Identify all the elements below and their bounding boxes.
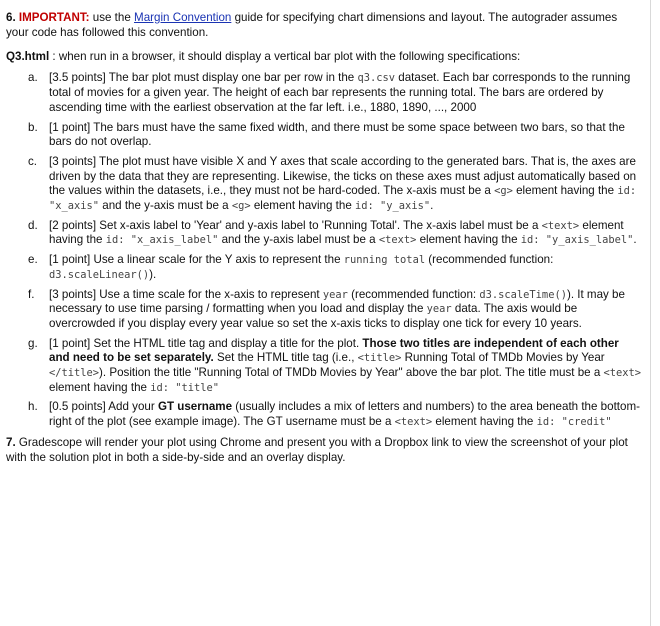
item-text: and the y-axis must be a bbox=[99, 199, 232, 213]
code-snippet: d3.scaleTime() bbox=[479, 288, 567, 301]
q3-label: Q3.html bbox=[6, 49, 50, 63]
list-item-c bbox=[6, 155, 642, 214]
code-snippet: q3.csv bbox=[357, 72, 396, 85]
item-text: Set the HTML title tag (i.e., bbox=[213, 351, 358, 365]
code-snippet: year bbox=[426, 303, 452, 316]
item-marker: g. bbox=[28, 336, 38, 350]
list-item-f bbox=[6, 288, 642, 332]
page-edge-divider bbox=[650, 0, 651, 626]
code-snippet: running total bbox=[343, 254, 426, 267]
item-text: Running Total of TMDb Movies by Year bbox=[401, 351, 605, 365]
item-text: (recommended function: bbox=[347, 287, 480, 301]
item-marker: a. bbox=[28, 71, 38, 85]
code-snippet: <text> bbox=[378, 234, 417, 247]
list-item-d bbox=[6, 219, 642, 248]
important-label: IMPORTANT: bbox=[18, 11, 90, 24]
code-snippet: id: "y_axis" bbox=[355, 200, 431, 213]
code-snippet: <g> bbox=[494, 185, 513, 198]
item-marker: h. bbox=[28, 400, 38, 414]
section-6-paragraph bbox=[6, 11, 642, 41]
item-text: [2 points] Set x-axis label to 'Year' and y-axis label to 'Running Total'. The x-axis label must be a bbox=[49, 218, 542, 232]
item-text: element having the bbox=[432, 415, 537, 429]
margin-convention-link[interactable]: Margin Convention bbox=[134, 11, 232, 24]
bold-text: Those two titles are independent of each other and need to be set separately. bbox=[49, 336, 619, 365]
section-7-number: 7. bbox=[6, 435, 16, 449]
code-snippet: <text> bbox=[394, 416, 433, 429]
code-snippet: <title> bbox=[357, 352, 402, 365]
item-marker: c. bbox=[28, 154, 38, 168]
code-snippet: <g> bbox=[231, 200, 251, 213]
section-7-text: Gradescope will render your plot using Chrome and present you with a Dropbox link to view the screenshot of your plot with the solution plot in both a side-by-side and an overlay display. bbox=[6, 435, 628, 464]
list-item-g bbox=[6, 337, 642, 396]
item-text: [1 point] Set the HTML title tag and display a title for the plot. bbox=[49, 336, 363, 350]
item-text: dataset. Each bar corresponds to the running total of movies for a given year. The height of each bar represents the running total. The bars are ordered by ascending time with the earliest observation at the far left. i.e., 1880, 1890, ..., 2000 bbox=[49, 71, 631, 114]
section-6-text-post: guide for specifying chart dimensions and layout. The autograder assumes your code has followed this convention. bbox=[6, 11, 618, 39]
item-text: ). bbox=[149, 267, 157, 281]
item-text: . bbox=[633, 233, 637, 247]
item-text: [3.5 points] The bar plot must display one bar per row in the bbox=[49, 71, 358, 85]
item-text: ). It may be necessary to use time parsing / formatting when you load and display the bbox=[49, 287, 625, 316]
bold-text: GT username bbox=[157, 400, 233, 414]
item-text: [3 points] Use a time scale for the x-axis to represent bbox=[49, 287, 323, 301]
item-text: data. The axis would be overcrowded if you display every year value so set the x-axis ticks to display one tick for every 10 years. bbox=[49, 302, 582, 330]
item-text: [1 point] Use a linear scale for the Y axis to represent the bbox=[49, 253, 344, 267]
code-snippet: id: "y_axis_label" bbox=[520, 234, 634, 247]
list-item-h bbox=[6, 400, 642, 429]
section-6-text-pre: use the bbox=[89, 11, 135, 24]
item-text: element having the bbox=[49, 218, 624, 247]
item-text: (recommended function: bbox=[425, 253, 554, 267]
item-text: [3 points] The plot must have visible X and Y axes that scale according to the generated bars. That is, the axes are driven by the data that they are representing. Likewise, the ticks on these axes must adjust automatically based on the values within the datasets, i.e., they must not be hard-coded. The x-axis must be a bbox=[49, 154, 637, 198]
list-item-b bbox=[6, 121, 642, 150]
list-item-e bbox=[6, 253, 642, 282]
item-text: element having the bbox=[512, 184, 618, 198]
code-snippet: <text> bbox=[603, 367, 642, 380]
code-snippet: d3.scaleLinear() bbox=[49, 268, 150, 281]
item-text: ). Position the title "Running Total of TMDb Movies by Year" above the bar plot. The title must be a bbox=[99, 366, 604, 380]
code-snippet: </title> bbox=[49, 367, 100, 380]
item-text: (usually includes a mix of letters and numbers) to the area beneath the bottom-right of the plot (see example image). The GT username must be a bbox=[49, 400, 640, 429]
code-snippet: id: "credit" bbox=[536, 416, 612, 429]
item-marker: b. bbox=[28, 120, 38, 134]
section-7-paragraph bbox=[6, 436, 642, 466]
item-text: [0.5 points] Add your bbox=[49, 400, 158, 414]
item-text: [1 point] The bars must have the same fixed width, and there must be some space between two bars, so that the bars do not overlap. bbox=[49, 120, 625, 149]
item-marker: e. bbox=[28, 253, 38, 267]
section-6-number: 6. bbox=[6, 11, 16, 24]
code-snippet: <text> bbox=[541, 219, 580, 232]
item-text: and the y-axis label must be a bbox=[218, 233, 379, 247]
item-text: element having the bbox=[416, 233, 521, 247]
q3-description: : when run in a browser, it should display a vertical bar plot with the following specifications: bbox=[49, 49, 521, 63]
item-text: . bbox=[430, 199, 434, 213]
item-marker: f. bbox=[28, 287, 35, 301]
code-snippet: id: "x_axis" bbox=[49, 185, 637, 213]
code-snippet: year bbox=[322, 288, 348, 301]
requirements-list bbox=[6, 71, 642, 429]
code-snippet: id: "x_axis_label" bbox=[105, 234, 219, 247]
item-marker: d. bbox=[28, 218, 38, 232]
item-text: element having the bbox=[250, 199, 356, 213]
code-snippet: id: "title" bbox=[150, 381, 220, 394]
q3-heading bbox=[6, 50, 642, 65]
list-item-a bbox=[6, 71, 642, 115]
item-text: element having the bbox=[49, 380, 151, 394]
